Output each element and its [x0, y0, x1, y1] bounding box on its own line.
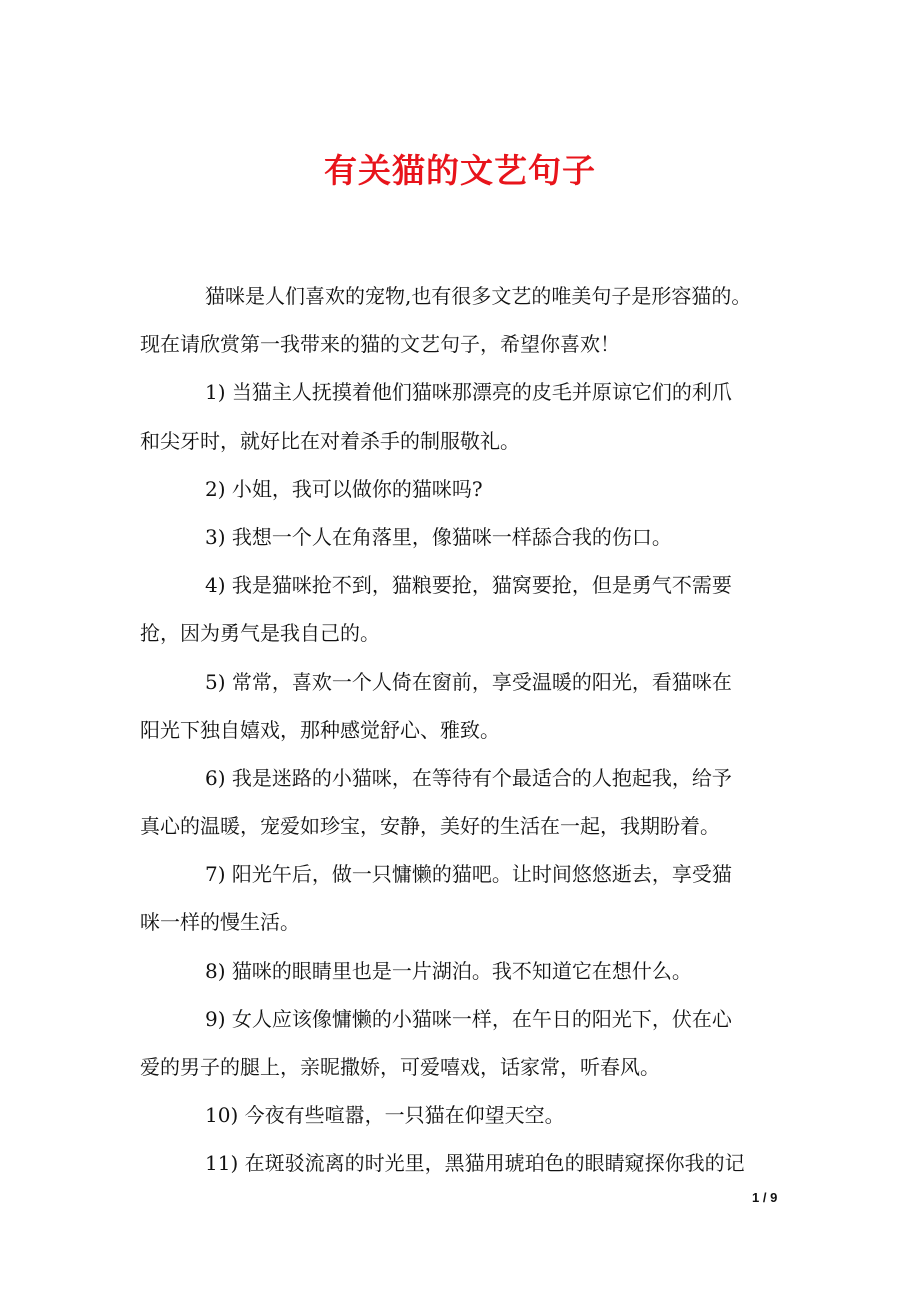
text-line: 抢，因为勇气是我自己的。	[140, 621, 380, 646]
text-line: 爱的男子的腿上，亲昵撒娇，可爱嘻戏，话家常，听春风。	[140, 1055, 660, 1079]
text-line: 2) 小姐，我可以做你的猫咪吗?	[205, 476, 483, 501]
text-line: 11) 在斑驳流离的时光里，黑猫用琥珀色的眼睛窥探你我的记	[205, 1151, 745, 1176]
text-line: 现在请欣赏第一我带来的猫的文艺句子，希望你喜欢！	[140, 332, 620, 357]
text-line: 3) 我想一个人在角落里，像猫咪一样舔合我的伤口。	[205, 524, 672, 549]
text-line: 8) 猫咪的眼睛里也是一片湖泊。我不知道它在想什么。	[205, 958, 692, 983]
text-line: 10) 今夜有些喧嚣，一只猫在仰望天空。	[205, 1103, 565, 1128]
text-line: 7) 阳光午后，做一只慵懒的猫吧。让时间悠悠逝去，享受猫	[205, 862, 732, 887]
document-body	[140, 276, 790, 1192]
text-line: 真心的温暖，宠爱如珍宝，安静，美好的生活在一起，我期盼着。	[140, 814, 720, 839]
text-line: 9) 女人应该像慵懒的小猫咪一样，在午日的阳光下，伏在心	[205, 1006, 732, 1031]
text-line: 和尖牙时，就好比在对着杀手的制服敬礼。	[140, 428, 520, 453]
text-line: 1) 当猫主人抚摸着他们猫咪那漂亮的皮毛并原谅它们的利爪	[205, 380, 732, 405]
text-line: 咪一样的慢生活。	[140, 910, 300, 935]
text-line: 阳光下独自嬉戏，那种感觉舒心、雅致。	[140, 717, 500, 742]
page-number: 1 / 9	[752, 1190, 778, 1205]
text-line: 4) 我是猫咪抢不到，猫粮要抢，猫窝要抢，但是勇气不需要	[205, 573, 732, 598]
text-line: 5) 常常，喜欢一个人倚在窗前，享受温暖的阳光，看猫咪在	[205, 669, 732, 694]
text-line: 猫咪是人们喜欢的宠物,也有很多文艺的唯美句子是形容猫的。	[205, 284, 752, 308]
text-line: 6) 我是迷路的小猫咪，在等待有个最适合的人抱起我，给予	[205, 765, 732, 790]
document-title: 有关猫的文艺句子	[324, 151, 596, 190]
